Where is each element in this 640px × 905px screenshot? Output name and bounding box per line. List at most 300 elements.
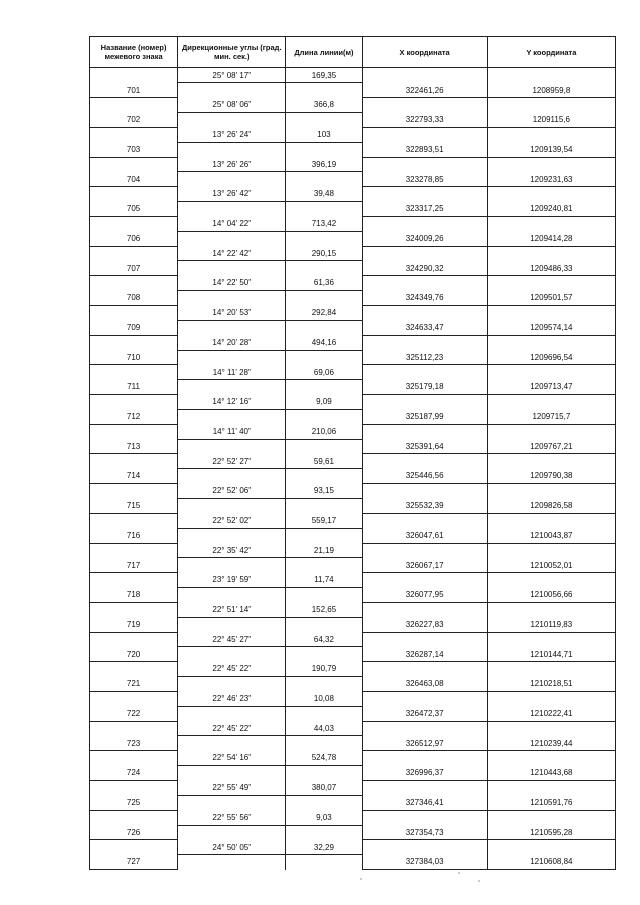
point-name-cell xyxy=(90,127,178,142)
direction-angle-cell: 22° 35' 42" xyxy=(178,543,286,558)
segment-row xyxy=(90,216,616,231)
point-name-cell: 708 xyxy=(90,291,178,306)
y-coordinate-cell xyxy=(487,216,615,231)
point-row xyxy=(90,469,616,484)
y-coordinate-cell: 1209240,81 xyxy=(487,202,615,217)
x-coordinate-cell: 322461,26 xyxy=(362,83,487,98)
line-length-cell: 103 xyxy=(286,127,362,142)
line-length-cell xyxy=(286,855,362,870)
segment-row xyxy=(90,424,616,439)
line-length-cell: 210,06 xyxy=(286,424,362,439)
direction-angle-cell xyxy=(178,498,286,513)
direction-angle-cell: 22° 46' 23" xyxy=(178,691,286,706)
y-coordinate-cell: 1209715,7 xyxy=(487,409,615,424)
header-line-length: Длина линии(м) xyxy=(286,37,362,68)
direction-angle-cell: 22° 55' 56" xyxy=(178,810,286,825)
point-name-cell xyxy=(90,721,178,736)
point-row xyxy=(90,231,616,246)
x-coordinate-cell: 322893,51 xyxy=(362,142,487,157)
direction-angle-cell xyxy=(178,380,286,395)
y-coordinate-cell xyxy=(487,454,615,469)
point-name-cell xyxy=(90,484,178,499)
coordinates-table xyxy=(89,36,616,870)
direction-angle-cell xyxy=(178,677,286,692)
line-length-cell: 59,61 xyxy=(286,454,362,469)
line-length-cell: 69,06 xyxy=(286,365,362,380)
direction-angle-cell xyxy=(178,736,286,751)
direction-angle-cell xyxy=(178,825,286,840)
direction-angle-cell xyxy=(178,795,286,810)
table-header-row xyxy=(90,37,616,68)
point-row xyxy=(90,83,616,98)
point-row xyxy=(90,291,616,306)
x-coordinate-cell: 326472,37 xyxy=(362,706,487,721)
point-name-cell xyxy=(90,335,178,350)
segment-row xyxy=(90,306,616,321)
direction-angle-cell xyxy=(178,231,286,246)
point-name-cell: 713 xyxy=(90,439,178,454)
x-coordinate-cell xyxy=(362,127,487,142)
direction-angle-cell: 13° 26' 24" xyxy=(178,127,286,142)
point-row xyxy=(90,855,616,870)
direction-angle-cell xyxy=(178,172,286,187)
line-length-cell xyxy=(286,677,362,692)
x-coordinate-cell: 323317,25 xyxy=(362,202,487,217)
x-coordinate-cell xyxy=(362,602,487,617)
x-coordinate-cell xyxy=(362,365,487,380)
y-coordinate-cell xyxy=(487,276,615,291)
point-row xyxy=(90,588,616,603)
line-length-cell: 11,74 xyxy=(286,573,362,588)
line-length-cell xyxy=(286,231,362,246)
point-name-cell: 709 xyxy=(90,320,178,335)
direction-angle-cell: 14° 20' 28" xyxy=(178,335,286,350)
point-row xyxy=(90,261,616,276)
line-length-cell: 9,03 xyxy=(286,810,362,825)
point-name-cell xyxy=(90,157,178,172)
direction-angle-cell xyxy=(178,766,286,781)
x-coordinate-cell xyxy=(362,68,487,83)
y-coordinate-cell: 1209790,38 xyxy=(487,469,615,484)
point-row xyxy=(90,825,616,840)
line-length-cell: 713,42 xyxy=(286,216,362,231)
direction-angle-cell: 14° 22' 42" xyxy=(178,246,286,261)
point-name-cell: 706 xyxy=(90,231,178,246)
point-name-cell: 701 xyxy=(90,83,178,98)
y-coordinate-cell xyxy=(487,335,615,350)
line-length-cell: 44,03 xyxy=(286,721,362,736)
y-coordinate-cell xyxy=(487,306,615,321)
point-name-cell: 717 xyxy=(90,558,178,573)
point-row xyxy=(90,380,616,395)
direction-angle-cell: 22° 45' 22" xyxy=(178,662,286,677)
line-length-cell: 93,15 xyxy=(286,484,362,499)
point-row xyxy=(90,142,616,157)
point-name-cell xyxy=(90,246,178,261)
x-coordinate-cell xyxy=(362,543,487,558)
y-coordinate-cell xyxy=(487,751,615,766)
point-name-cell: 723 xyxy=(90,736,178,751)
x-coordinate-cell: 325112,23 xyxy=(362,350,487,365)
x-coordinate-cell xyxy=(362,216,487,231)
direction-angle-cell: 14° 04' 22" xyxy=(178,216,286,231)
point-name-cell: 707 xyxy=(90,261,178,276)
y-coordinate-cell xyxy=(487,127,615,142)
x-coordinate-cell xyxy=(362,246,487,261)
line-length-cell xyxy=(286,380,362,395)
y-coordinate-cell xyxy=(487,395,615,410)
y-coordinate-cell: 1209713,47 xyxy=(487,380,615,395)
point-row xyxy=(90,113,616,128)
x-coordinate-cell xyxy=(362,751,487,766)
point-name-cell: 715 xyxy=(90,498,178,513)
line-length-cell xyxy=(286,83,362,98)
line-length-cell xyxy=(286,172,362,187)
point-name-cell xyxy=(90,216,178,231)
direction-angle-cell xyxy=(178,261,286,276)
y-coordinate-cell: 1209574,14 xyxy=(487,320,615,335)
point-row xyxy=(90,617,616,632)
y-coordinate-cell xyxy=(487,602,615,617)
direction-angle-cell: 22° 54' 16" xyxy=(178,751,286,766)
direction-angle-cell: 22° 52' 06" xyxy=(178,484,286,499)
point-name-cell: 702 xyxy=(90,113,178,128)
x-coordinate-cell xyxy=(362,484,487,499)
x-coordinate-cell: 326512,97 xyxy=(362,736,487,751)
y-coordinate-cell xyxy=(487,840,615,855)
x-coordinate-cell xyxy=(362,781,487,796)
x-coordinate-cell xyxy=(362,276,487,291)
direction-angle-cell xyxy=(178,350,286,365)
x-coordinate-cell: 323278,85 xyxy=(362,172,487,187)
line-length-cell: 396,19 xyxy=(286,157,362,172)
segment-row xyxy=(90,810,616,825)
point-name-cell: 720 xyxy=(90,647,178,662)
line-length-cell: 32,29 xyxy=(286,840,362,855)
y-coordinate-cell xyxy=(487,187,615,202)
line-length-cell: 9,09 xyxy=(286,395,362,410)
y-coordinate-cell: 1210043,87 xyxy=(487,528,615,543)
y-coordinate-cell: 1209414,28 xyxy=(487,231,615,246)
direction-angle-cell xyxy=(178,528,286,543)
x-coordinate-cell: 324633,47 xyxy=(362,320,487,335)
point-name-cell: 704 xyxy=(90,172,178,187)
direction-angle-cell: 24° 50' 05" xyxy=(178,840,286,855)
y-coordinate-cell: 1209115,6 xyxy=(487,113,615,128)
line-length-cell xyxy=(286,202,362,217)
y-coordinate-cell xyxy=(487,484,615,499)
x-coordinate-cell: 325187,99 xyxy=(362,409,487,424)
point-row xyxy=(90,736,616,751)
segment-row xyxy=(90,68,616,83)
direction-angle-cell: 25° 08' 06" xyxy=(178,98,286,113)
direction-angle-cell: 22° 52' 27" xyxy=(178,454,286,469)
point-row xyxy=(90,202,616,217)
y-coordinate-cell: 1209826,58 xyxy=(487,498,615,513)
header-direction-angle: Дирекционные углы (град. мин. сек.) xyxy=(178,37,286,68)
point-name-cell: 711 xyxy=(90,380,178,395)
direction-angle-cell: 14° 11' 40" xyxy=(178,424,286,439)
x-coordinate-cell: 327354,73 xyxy=(362,825,487,840)
point-name-cell xyxy=(90,276,178,291)
line-length-cell xyxy=(286,558,362,573)
direction-angle-cell xyxy=(178,617,286,632)
x-coordinate-cell: 326463,08 xyxy=(362,677,487,692)
y-coordinate-cell xyxy=(487,246,615,261)
point-name-cell: 710 xyxy=(90,350,178,365)
x-coordinate-cell xyxy=(362,98,487,113)
point-name-cell xyxy=(90,840,178,855)
y-coordinate-cell: 1210595,28 xyxy=(487,825,615,840)
y-coordinate-cell xyxy=(487,68,615,83)
point-row xyxy=(90,350,616,365)
line-length-cell xyxy=(286,320,362,335)
point-name-cell xyxy=(90,573,178,588)
line-length-cell: 10,08 xyxy=(286,691,362,706)
point-name-cell: 714 xyxy=(90,469,178,484)
y-coordinate-cell: 1209139,54 xyxy=(487,142,615,157)
point-name-cell xyxy=(90,543,178,558)
segment-row xyxy=(90,632,616,647)
scan-speck xyxy=(458,872,460,874)
y-coordinate-cell xyxy=(487,632,615,647)
segment-row xyxy=(90,781,616,796)
y-coordinate-cell: 1210222,41 xyxy=(487,706,615,721)
segment-row xyxy=(90,276,616,291)
direction-angle-cell: 22° 51' 14" xyxy=(178,602,286,617)
y-coordinate-cell: 1209501,57 xyxy=(487,291,615,306)
point-name-cell: 726 xyxy=(90,825,178,840)
line-length-cell xyxy=(286,291,362,306)
x-coordinate-cell xyxy=(362,187,487,202)
x-coordinate-cell xyxy=(362,335,487,350)
point-row xyxy=(90,498,616,513)
y-coordinate-cell xyxy=(487,721,615,736)
direction-angle-cell: 22° 45' 27" xyxy=(178,632,286,647)
x-coordinate-cell: 326287,14 xyxy=(362,647,487,662)
point-name-cell: 724 xyxy=(90,766,178,781)
line-length-cell xyxy=(286,766,362,781)
x-coordinate-cell: 325446,56 xyxy=(362,469,487,484)
scan-speck xyxy=(360,878,362,880)
direction-angle-cell xyxy=(178,320,286,335)
x-coordinate-cell: 322793,33 xyxy=(362,113,487,128)
y-coordinate-cell: 1210239,44 xyxy=(487,736,615,751)
line-length-cell: 524,78 xyxy=(286,751,362,766)
point-name-cell xyxy=(90,306,178,321)
point-row xyxy=(90,409,616,424)
header-x-coordinate: X координата xyxy=(362,37,487,68)
y-coordinate-cell xyxy=(487,98,615,113)
segment-row xyxy=(90,395,616,410)
y-coordinate-cell: 1210443,68 xyxy=(487,766,615,781)
x-coordinate-cell xyxy=(362,632,487,647)
x-coordinate-cell xyxy=(362,691,487,706)
direction-angle-cell xyxy=(178,291,286,306)
x-coordinate-cell xyxy=(362,306,487,321)
direction-angle-cell xyxy=(178,409,286,424)
x-coordinate-cell: 326996,37 xyxy=(362,766,487,781)
line-length-cell xyxy=(286,736,362,751)
point-name-cell: 719 xyxy=(90,617,178,632)
point-name-cell xyxy=(90,810,178,825)
direction-angle-cell: 14° 12' 16" xyxy=(178,395,286,410)
point-name-cell: 721 xyxy=(90,677,178,692)
direction-angle-cell xyxy=(178,83,286,98)
table-body xyxy=(90,68,616,870)
x-coordinate-cell: 325532,39 xyxy=(362,498,487,513)
direction-angle-cell: 22° 55' 49" xyxy=(178,781,286,796)
segment-row xyxy=(90,662,616,677)
line-length-cell: 494,16 xyxy=(286,335,362,350)
point-name-cell: 705 xyxy=(90,202,178,217)
x-coordinate-cell xyxy=(362,424,487,439)
point-row xyxy=(90,766,616,781)
line-length-cell xyxy=(286,617,362,632)
line-length-cell: 559,17 xyxy=(286,513,362,528)
point-name-cell xyxy=(90,424,178,439)
segment-row xyxy=(90,127,616,142)
point-row xyxy=(90,528,616,543)
y-coordinate-cell xyxy=(487,573,615,588)
line-length-cell xyxy=(286,439,362,454)
line-length-cell: 39,48 xyxy=(286,187,362,202)
y-coordinate-cell xyxy=(487,157,615,172)
x-coordinate-cell: 327384,03 xyxy=(362,855,487,870)
x-coordinate-cell xyxy=(362,157,487,172)
x-coordinate-cell xyxy=(362,662,487,677)
line-length-cell: 61,36 xyxy=(286,276,362,291)
y-coordinate-cell xyxy=(487,365,615,380)
direction-angle-cell xyxy=(178,142,286,157)
point-row xyxy=(90,320,616,335)
segment-row xyxy=(90,157,616,172)
point-name-cell: 712 xyxy=(90,409,178,424)
x-coordinate-cell: 326077,95 xyxy=(362,588,487,603)
point-name-cell xyxy=(90,691,178,706)
y-coordinate-cell xyxy=(487,810,615,825)
line-length-cell: 152,65 xyxy=(286,602,362,617)
x-coordinate-cell xyxy=(362,454,487,469)
point-row xyxy=(90,558,616,573)
point-name-cell: 718 xyxy=(90,588,178,603)
point-name-cell xyxy=(90,602,178,617)
line-length-cell xyxy=(286,795,362,810)
point-name-cell xyxy=(90,187,178,202)
line-length-cell xyxy=(286,647,362,662)
direction-angle-cell xyxy=(178,202,286,217)
segment-row xyxy=(90,454,616,469)
direction-angle-cell: 13° 26' 26" xyxy=(178,157,286,172)
x-coordinate-cell: 324290,32 xyxy=(362,261,487,276)
point-row xyxy=(90,706,616,721)
y-coordinate-cell xyxy=(487,662,615,677)
direction-angle-cell xyxy=(178,469,286,484)
point-name-cell xyxy=(90,454,178,469)
direction-angle-cell: 14° 22' 50" xyxy=(178,276,286,291)
line-length-cell xyxy=(286,825,362,840)
segment-row xyxy=(90,721,616,736)
y-coordinate-cell xyxy=(487,513,615,528)
direction-angle-cell xyxy=(178,558,286,573)
segment-row xyxy=(90,187,616,202)
point-name-cell: 725 xyxy=(90,795,178,810)
y-coordinate-cell: 1210144,71 xyxy=(487,647,615,662)
x-coordinate-cell xyxy=(362,395,487,410)
segment-row xyxy=(90,543,616,558)
segment-row xyxy=(90,484,616,499)
y-coordinate-cell: 1210591,76 xyxy=(487,795,615,810)
point-name-cell xyxy=(90,513,178,528)
line-length-cell: 169,35 xyxy=(286,68,362,83)
point-name-cell xyxy=(90,751,178,766)
line-length-cell: 21,19 xyxy=(286,543,362,558)
x-coordinate-cell: 326227,83 xyxy=(362,617,487,632)
line-length-cell xyxy=(286,528,362,543)
y-coordinate-cell: 1210056,66 xyxy=(487,588,615,603)
direction-angle-cell: 13° 26' 42" xyxy=(178,187,286,202)
y-coordinate-cell xyxy=(487,781,615,796)
segment-row xyxy=(90,246,616,261)
x-coordinate-cell: 324349,76 xyxy=(362,291,487,306)
direction-angle-cell: 14° 20' 53" xyxy=(178,306,286,321)
direction-angle-cell: 14° 11' 28" xyxy=(178,365,286,380)
line-length-cell xyxy=(286,142,362,157)
y-coordinate-cell xyxy=(487,424,615,439)
line-length-cell: 292,84 xyxy=(286,306,362,321)
point-name-cell xyxy=(90,98,178,113)
point-name-cell: 716 xyxy=(90,528,178,543)
header-boundary-mark: Название (номер) межевого знака xyxy=(90,37,178,68)
segment-row xyxy=(90,840,616,855)
point-name-cell xyxy=(90,395,178,410)
point-name-cell xyxy=(90,781,178,796)
line-length-cell xyxy=(286,706,362,721)
line-length-cell: 380,07 xyxy=(286,781,362,796)
segment-row xyxy=(90,98,616,113)
direction-angle-cell: 25° 08' 17" xyxy=(178,68,286,83)
point-name-cell: 727 xyxy=(90,855,178,870)
point-row xyxy=(90,172,616,187)
x-coordinate-cell: 327346,41 xyxy=(362,795,487,810)
point-name-cell xyxy=(90,662,178,677)
direction-angle-cell xyxy=(178,439,286,454)
line-length-cell xyxy=(286,409,362,424)
point-row xyxy=(90,647,616,662)
y-coordinate-cell: 1210119,83 xyxy=(487,617,615,632)
x-coordinate-cell xyxy=(362,840,487,855)
y-coordinate-cell: 1210608,84 xyxy=(487,855,615,870)
y-coordinate-cell: 1208959,8 xyxy=(487,83,615,98)
segment-row xyxy=(90,751,616,766)
x-coordinate-cell xyxy=(362,573,487,588)
x-coordinate-cell xyxy=(362,810,487,825)
segment-row xyxy=(90,602,616,617)
y-coordinate-cell: 1210218,51 xyxy=(487,677,615,692)
line-length-cell: 366,8 xyxy=(286,98,362,113)
direction-angle-cell xyxy=(178,113,286,128)
y-coordinate-cell: 1209767,21 xyxy=(487,439,615,454)
x-coordinate-cell xyxy=(362,513,487,528)
line-length-cell xyxy=(286,261,362,276)
y-coordinate-cell: 1209231,63 xyxy=(487,172,615,187)
direction-angle-cell xyxy=(178,647,286,662)
segment-row xyxy=(90,573,616,588)
line-length-cell: 190,79 xyxy=(286,662,362,677)
line-length-cell xyxy=(286,350,362,365)
x-coordinate-cell: 325391,64 xyxy=(362,439,487,454)
segment-row xyxy=(90,365,616,380)
